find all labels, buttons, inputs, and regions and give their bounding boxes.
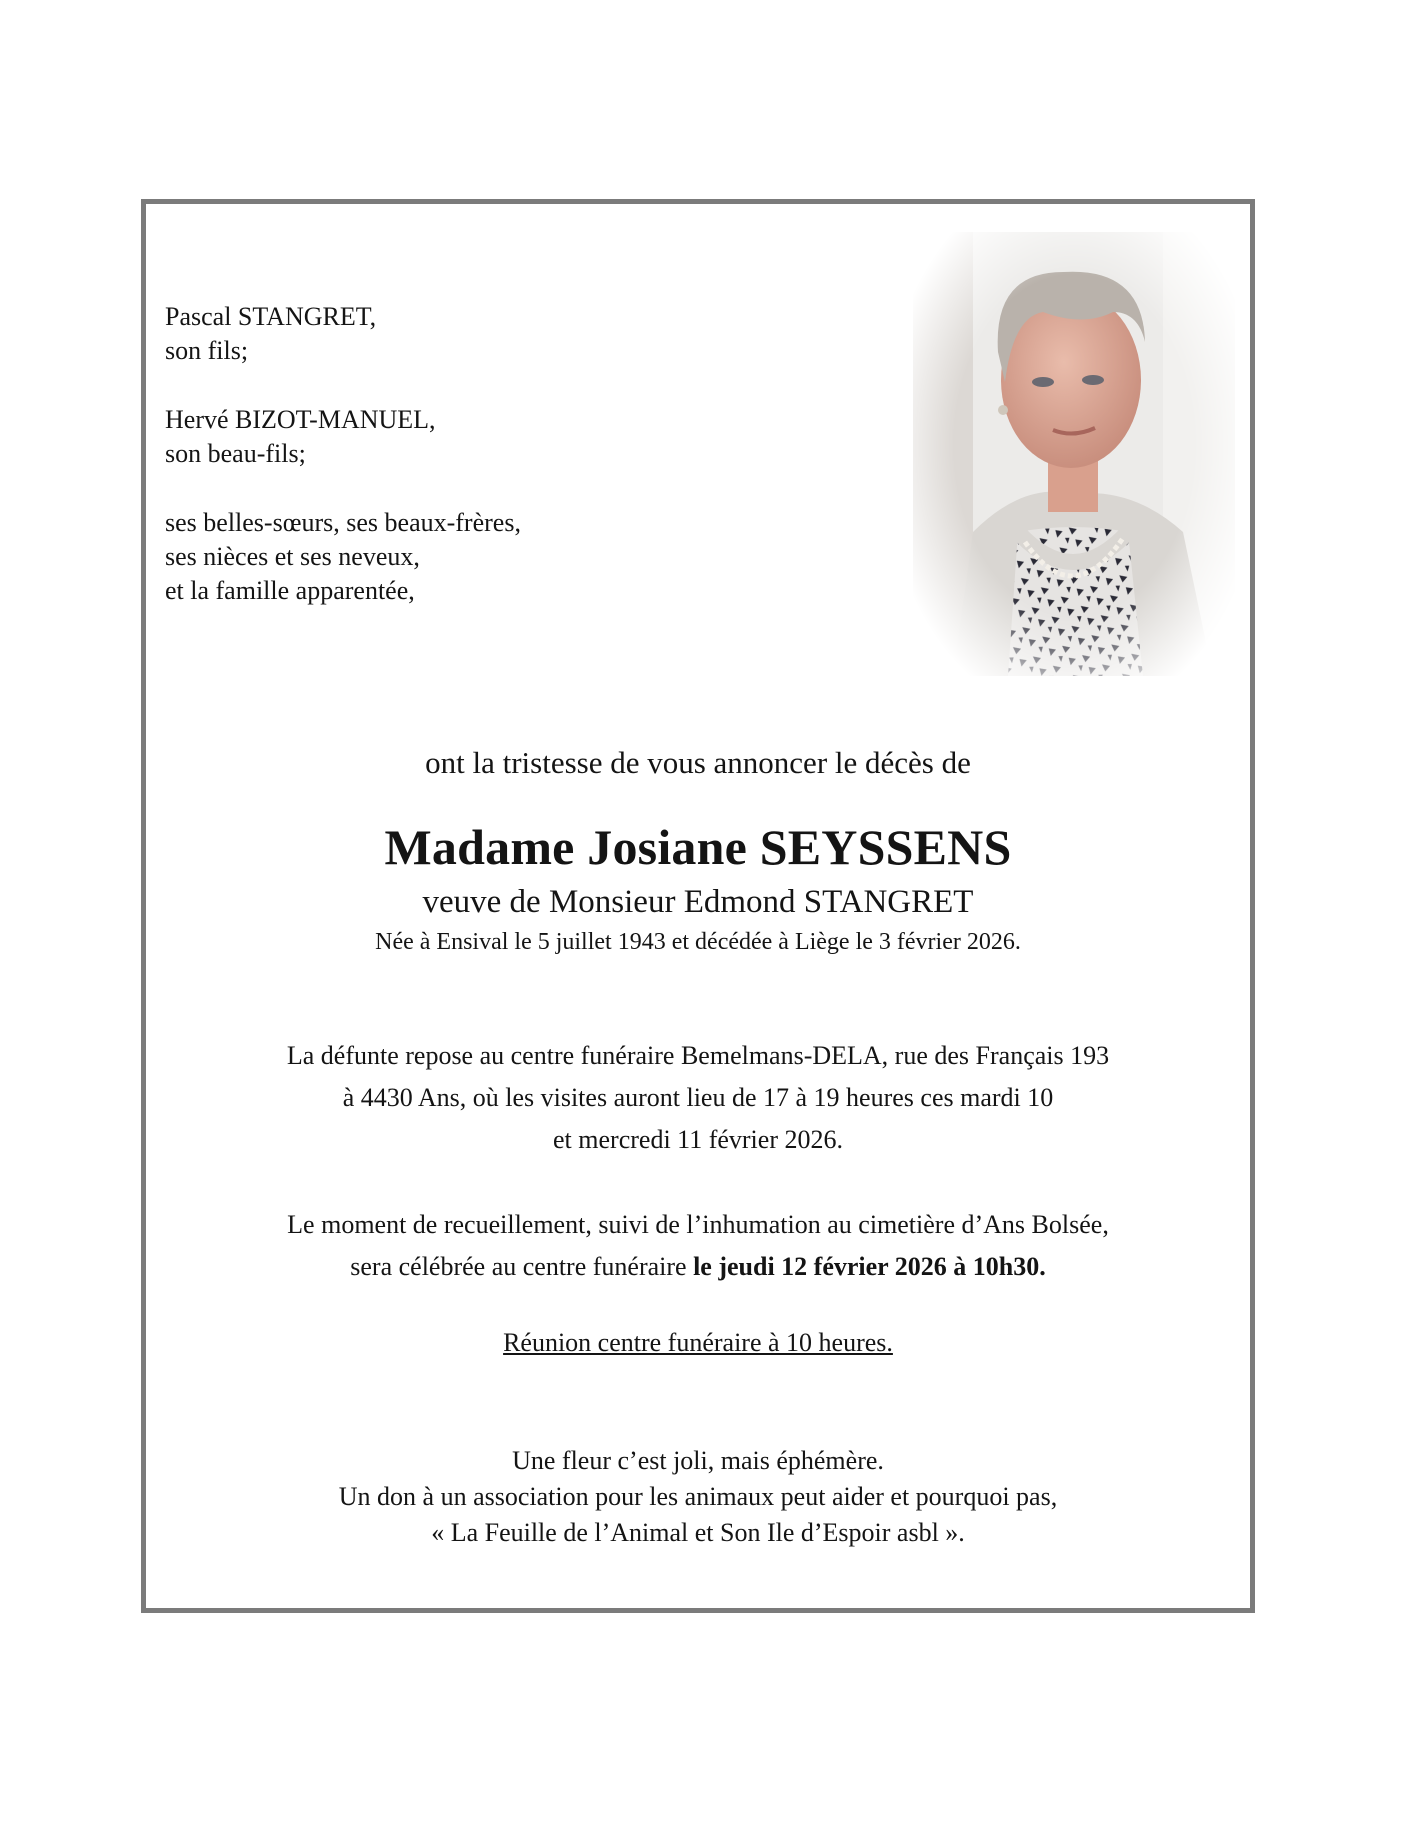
repose-paragraph xyxy=(146,1035,1250,1161)
deceased-name: Madame Josiane SEYSSENS xyxy=(384,819,1012,875)
announcement-text: ont la tristesse de vous annoncer le décès de xyxy=(425,745,971,780)
ceremony-paragraph xyxy=(146,1204,1250,1288)
family-member-relation: son fils; xyxy=(165,336,249,365)
ceremony-date-time: le jeudi 12 février 2026 à 10h30. xyxy=(693,1252,1046,1281)
portrait-illustration xyxy=(913,232,1235,676)
ceremony-line xyxy=(146,1246,1250,1288)
ceremony-line: Le moment de recueillement, suivi de l’inhumation au cimetière d’Ans Bolsée, xyxy=(287,1210,1109,1239)
closing-line: « La Feuille de l’Animal et Son Ile d’Espoir asbl ». xyxy=(431,1518,965,1547)
closing-paragraph xyxy=(146,1443,1250,1551)
ceremony-prefix: sera célébrée au centre funéraire xyxy=(350,1252,694,1281)
family-relatives-line: ses belles-sœurs, ses beaux-frères, xyxy=(165,508,521,537)
reunion-note: Réunion centre funéraire à 10 heures. xyxy=(503,1328,893,1357)
family-member-name: Pascal STANGRET, xyxy=(165,302,377,331)
widow-of-text: veuve de Monsieur Edmond STANGRET xyxy=(422,884,974,920)
repose-line: et mercredi 11 février 2026. xyxy=(553,1125,843,1154)
birth-death-dates: Née à Ensival le 5 juillet 1943 et décédée à Liège le 3 février 2026. xyxy=(375,929,1021,955)
deceased-portrait-photo xyxy=(913,232,1235,676)
repose-line: La défunte repose au centre funéraire Bemelmans-DELA, rue des Français 193 xyxy=(286,1041,1110,1070)
family-member-name: Hervé BIZOT-MANUEL, xyxy=(165,405,436,434)
closing-line: Un don à un association pour les animaux peut aider et pourquoi pas, xyxy=(338,1482,1058,1511)
family-member-relation: son beau-fils; xyxy=(165,439,306,468)
family-group-relatives xyxy=(165,506,521,608)
family-group-son xyxy=(165,300,521,368)
repose-line: à 4430 Ans, où les visites auront lieu de 17 à 19 heures ces mardi 10 xyxy=(342,1083,1054,1112)
family-relatives-line: et la famille apparentée, xyxy=(165,576,415,605)
family-relatives-line: ses nièces et ses neveux, xyxy=(165,542,420,571)
closing-line: Une fleur c’est joli, mais éphémère. xyxy=(512,1446,884,1475)
family-list xyxy=(165,300,521,643)
family-group-son-in-law xyxy=(165,403,521,471)
